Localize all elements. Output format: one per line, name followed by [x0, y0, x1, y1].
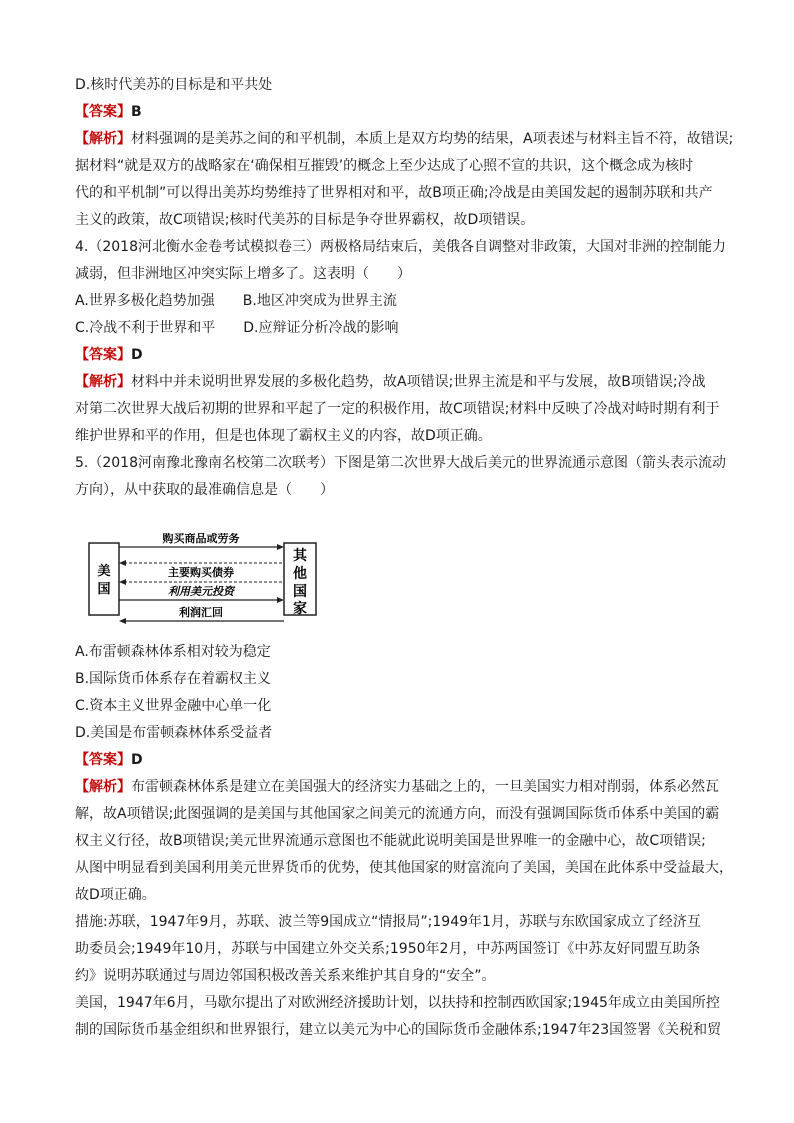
answer-q5: [75, 751, 743, 769]
answer-label: 【答案】: [75, 347, 131, 363]
arrowhead-left: [119, 579, 126, 585]
answer-value: D: [131, 752, 143, 768]
question-5-line-1: 5.（2018河南豫北豫南名校第二次联考）下图是第二次世界大战后美元的世界流通示意图（箭头表示流动: [75, 455, 726, 471]
analysis-q5-line-4: 从图中明显看到美国利用美元世界货币的优势，使其他国家的财富流向了美国，美国在此体系中受益最大，: [75, 860, 733, 876]
analysis-text: 材料中并未说明世界发展的多极化趋势，故A项错误;世界主流是和平与发展，故B项错误;冷战: [131, 374, 706, 390]
answer-value: D: [131, 347, 143, 363]
answer-q3: [75, 103, 743, 121]
question-5-option-d: D.美国是布雷顿森林体系受益者: [75, 725, 273, 741]
answer-value: B: [131, 104, 142, 120]
analysis-text: 布雷顿森林体系是建立在美国强大的经济实力基础之上的，一旦美国实力相对削弱，体系必然瓦: [131, 779, 719, 795]
analysis-q4-line-2: 对第二次世界大战后初期的世界和平起了一定的积极作用，故C项错误;材料中反映了冷战对峙时期有利于: [75, 401, 720, 417]
measures-line-2: 助委员会;1949年10月，苏联与中国建立外交关系;1950年2月，中苏两国签订《中苏友好同盟互助条: [75, 941, 701, 957]
question-4-options-ab: A.世界多极化趋势加强 B.地区冲突成为世界主流: [75, 293, 397, 309]
analysis-q4-line-3: 维护世界和平的作用，但是也体现了霸权主义的内容，故D项正确。: [75, 428, 492, 444]
analysis-q5-line-5: 故D项正确。: [75, 887, 156, 903]
question-5-option-b: B.国际货币体系存在着霸权主义: [75, 671, 272, 687]
arrowhead-right: [277, 597, 284, 603]
analysis-q3-line-4: 主义的政策，故C项错误;核时代美苏的目标是争夺世界霸权，故D项错误。: [75, 212, 535, 228]
analysis-q5-line-3: 权主义行径，故B项错误;美元世界流通示意图也不能就此说明美国是世界唯一的金融中心，故C项错误;: [75, 833, 706, 849]
other-label-2: 他: [293, 566, 307, 582]
answer-q4: [75, 346, 743, 364]
arrow-label-buy-goods: 购买商品或劳务: [162, 533, 240, 545]
question-5-option-a: A.布雷顿森林体系相对较为稳定: [75, 644, 271, 660]
measures-line-4: 美国，1947年6月，马歇尔提出了对欧洲经济援助计划，以扶持和控制西欧国家;1945年成立由美国所控: [75, 995, 720, 1011]
usa-label-1: 美: [97, 564, 111, 579]
analysis-q3-line-3: 代的和平机制”可以得出美苏均势维持了世界相对和平，故B项正确;冷战是由美国发起的遏制苏联和共产: [75, 185, 713, 201]
arrowhead-left: [119, 618, 126, 624]
other-label-1: 其: [293, 548, 307, 564]
measures-line-1: 措施:苏联，1947年9月，苏联、波兰等9国成立“情报局”;1949年1月，苏联与东欧国家成立了经济互: [75, 914, 701, 930]
analysis-q3-line-2: 据材料“就是双方的战略家在‘确保相互摧毁’的概念上至少达成了心照不宣的共识，这个概念成为核时: [75, 158, 694, 174]
other-label-4: 家: [293, 601, 307, 617]
measures-line-3: 约》说明苏联通过与周边邻国积极改善关系来维护其自身的“安全”。: [75, 968, 496, 984]
option-d-q3: D.核时代美苏的目标是和平共处: [75, 77, 273, 93]
arrowhead-left: [119, 560, 126, 566]
arrow-label-invest: 利用美元投资: [168, 585, 234, 598]
analysis-q3-line-1: [75, 130, 743, 148]
dollar-flow-diagram: [88, 533, 318, 625]
arrowhead-right: [277, 544, 284, 550]
question-4-line-1: 4.（2018河北衡水金卷考试模拟卷三）两极格局结束后，美俄各自调整对非政策，大国对非洲的控制能力: [75, 239, 726, 255]
analysis-label: 【解析】: [75, 374, 131, 390]
analysis-text: 材料强调的是美苏之间的和平机制，本质上是双方均势的结果，A项表述与材料主旨不符，故错误;: [131, 131, 734, 147]
question-5-option-c: C.资本主义世界金融中心单一化: [75, 698, 272, 714]
analysis-q5-line-1: [75, 778, 743, 796]
question-4-options-cd: C.冷战不利于世界和平 D.应辩证分析冷战的影响: [75, 320, 399, 336]
question-4-line-2: 减弱，但非洲地区冲突实际上增多了。这表明（ ）: [75, 266, 411, 282]
usa-label-2: 国: [97, 582, 111, 597]
answer-label: 【答案】: [75, 104, 131, 120]
analysis-label: 【解析】: [75, 131, 131, 147]
other-label-3: 国: [293, 584, 307, 600]
answer-label: 【答案】: [75, 752, 131, 768]
usa-box: [89, 543, 119, 615]
arrow-label-profit: 利润汇回: [179, 606, 223, 619]
arrow-label-buy-bonds: 主要购买债券: [168, 566, 234, 579]
measures-line-5: 制的国际货币基金组织和世界银行，建立以美元为中心的国际货币金融体系;1947年23国签署《关税和贸: [75, 1022, 722, 1038]
question-5-line-2: 方向），从中获取的最准确信息是（ ）: [75, 482, 334, 498]
analysis-q4-line-1: [75, 373, 743, 391]
analysis-q5-line-2: 解，故A项错误;此图强调的是美国与其他国家之间美元的流通方向，而没有强调国际货币体系中美国的霸: [75, 806, 720, 822]
analysis-label: 【解析】: [75, 779, 131, 795]
